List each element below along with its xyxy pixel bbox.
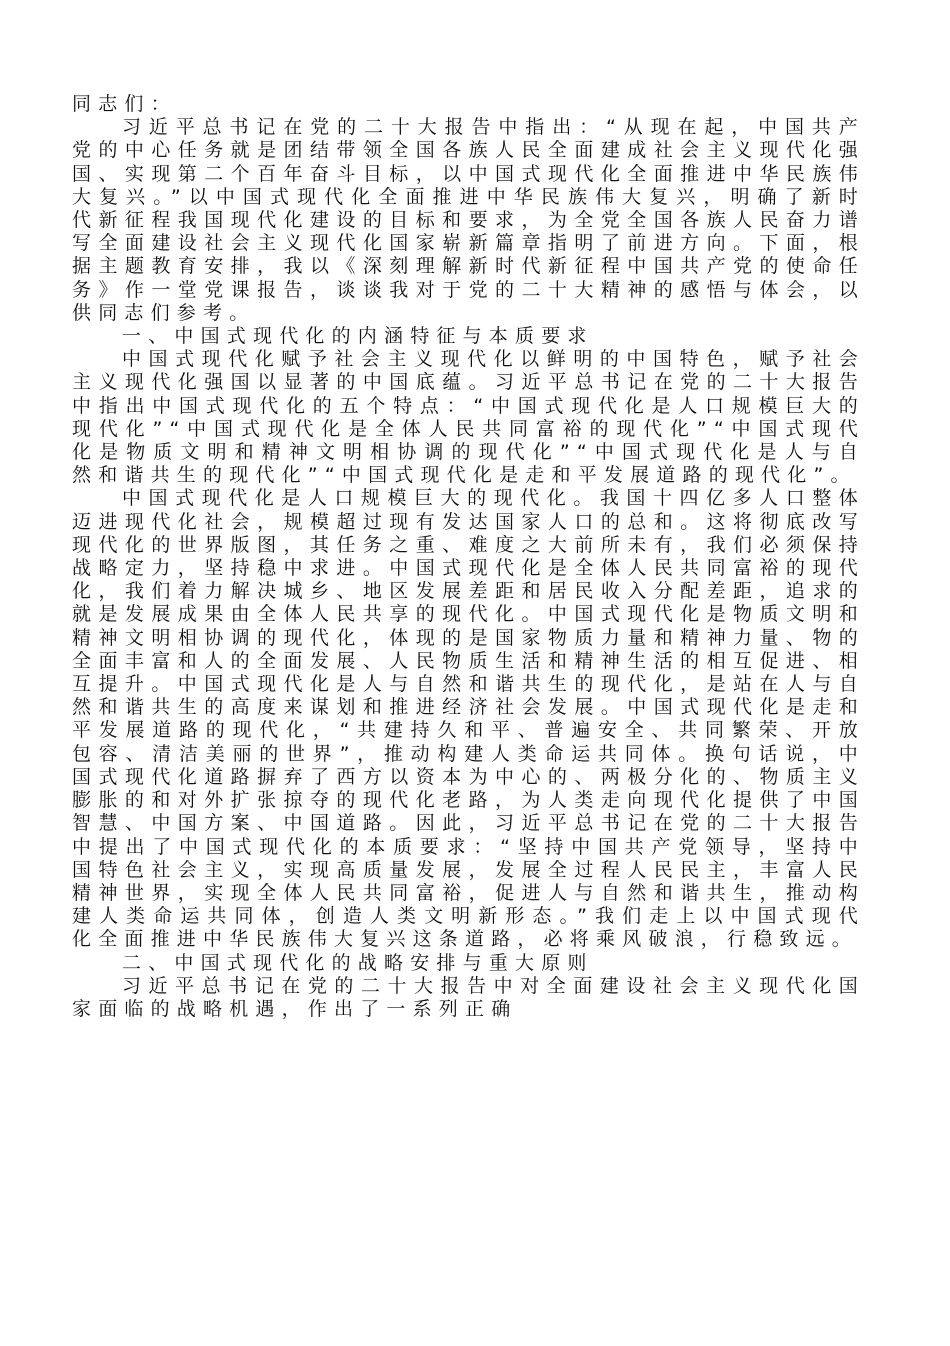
section1-paragraph-1: 中国式现代化赋予社会主义现代化以鲜明的中国特色，赋予社会主义现代化强国以显著的中国底蕴。习近平总书记在党的二十大报告中指出中国式现代化的五个特点：“中国式现代化是人口规模巨大的现代化”“中国式现代化是全体人民共同富裕的现代化”“中国式现代化是物质文明和精神文明相协调的现代化”“中国式现代化是人与自然和谐共生的现代化”“中国式现代化是走和平发展道路的现代化”。 <box>72 348 865 487</box>
section2-paragraph-1: 习近平总书记在党的二十大报告中对全面建设社会主义现代化国家面临的战略机遇，作出了一系列正确 <box>72 974 865 1020</box>
salutation: 同志们： <box>72 93 177 115</box>
section1-paragraph-2: 中国式现代化是人口规模巨大的现代化。我国十四亿多人口整体迈进现代化社会，规模超过现有发达国家人口的总和。这将彻底改写现代化的世界版图，其任务之重、难度之大前所未有，我们必须保持战略定力，坚持稳中求进。中国式现代化是全体人民共同富裕的现代化，我们着力解决城乡、地区发展差距和居民收入分配差距，追求的就是发展成果由全体人民共享的现代化。中国式现代化是物质文明和精神文明相协调的现代化，体现的是国家物质力量和精神力量、物的全面丰富和人的全面发展、人民物质生活和精神生活的相互促进、相互提升。中国式现代化是人与自然和谐共生的现代化，是站在人与自然和谐共生的高度来谋划和推进经济社会发展。中国式现代化是走和平发展道路的现代化，“共建持久和平、普遍安全、共同繁荣、开放包容、清洁美丽的世界”，推动构建人类命运共同体。换句话说，中国式现代化道路摒弃了西方以资本为中心的、两极分化的、物质主义膨胀的和对外扩张掠夺的现代化老路，为人类走向现代化提供了中国智慧、中国方案、中国道路。因此，习近平总书记在党的二十大报告中提出了中国式现代化的本质要求：“坚持中国共产党领导，坚持中国特色社会主义，实现高质量发展，发展全过程人民民主，丰富人民精神世界，实现全体人民共同富裕，促进人与自然和谐共生，推动构建人类命运共同体，创造人类文明新形态。”我们走上以中国式现代化全面推进中华民族伟大复兴这条道路，必将乘风破浪，行稳致远。 <box>72 487 865 951</box>
intro-paragraph: 习近平总书记在党的二十大报告中指出：“从现在起，中国共产党的中心任务就是团结带领全国各族人民全面建成社会主义现代化强国、实现第二个百年奋斗目标，以中国式现代化全面推进中华民族伟大复兴。”以中国式现代化全面推进中华民族伟大复兴，明确了新时代新征程我国现代化建设的目标和要求，为全党全国各族人民奋力谱写全面建设社会主义现代化国家崭新篇章指明了前进方向。下面，根据主题教育安排，我以《深刻理解新时代新征程中国共产党的使命任务》作一堂党课报告，谈谈我对于党的二十大精神的感悟与体会，以供同志们参考。 <box>72 116 865 324</box>
section-heading-1: 一、中国式现代化的内涵特征与本质要求 <box>122 325 594 348</box>
document-page <box>72 93 865 1021</box>
section-heading-2: 二、中国式现代化的战略安排与重大原则 <box>122 951 594 974</box>
